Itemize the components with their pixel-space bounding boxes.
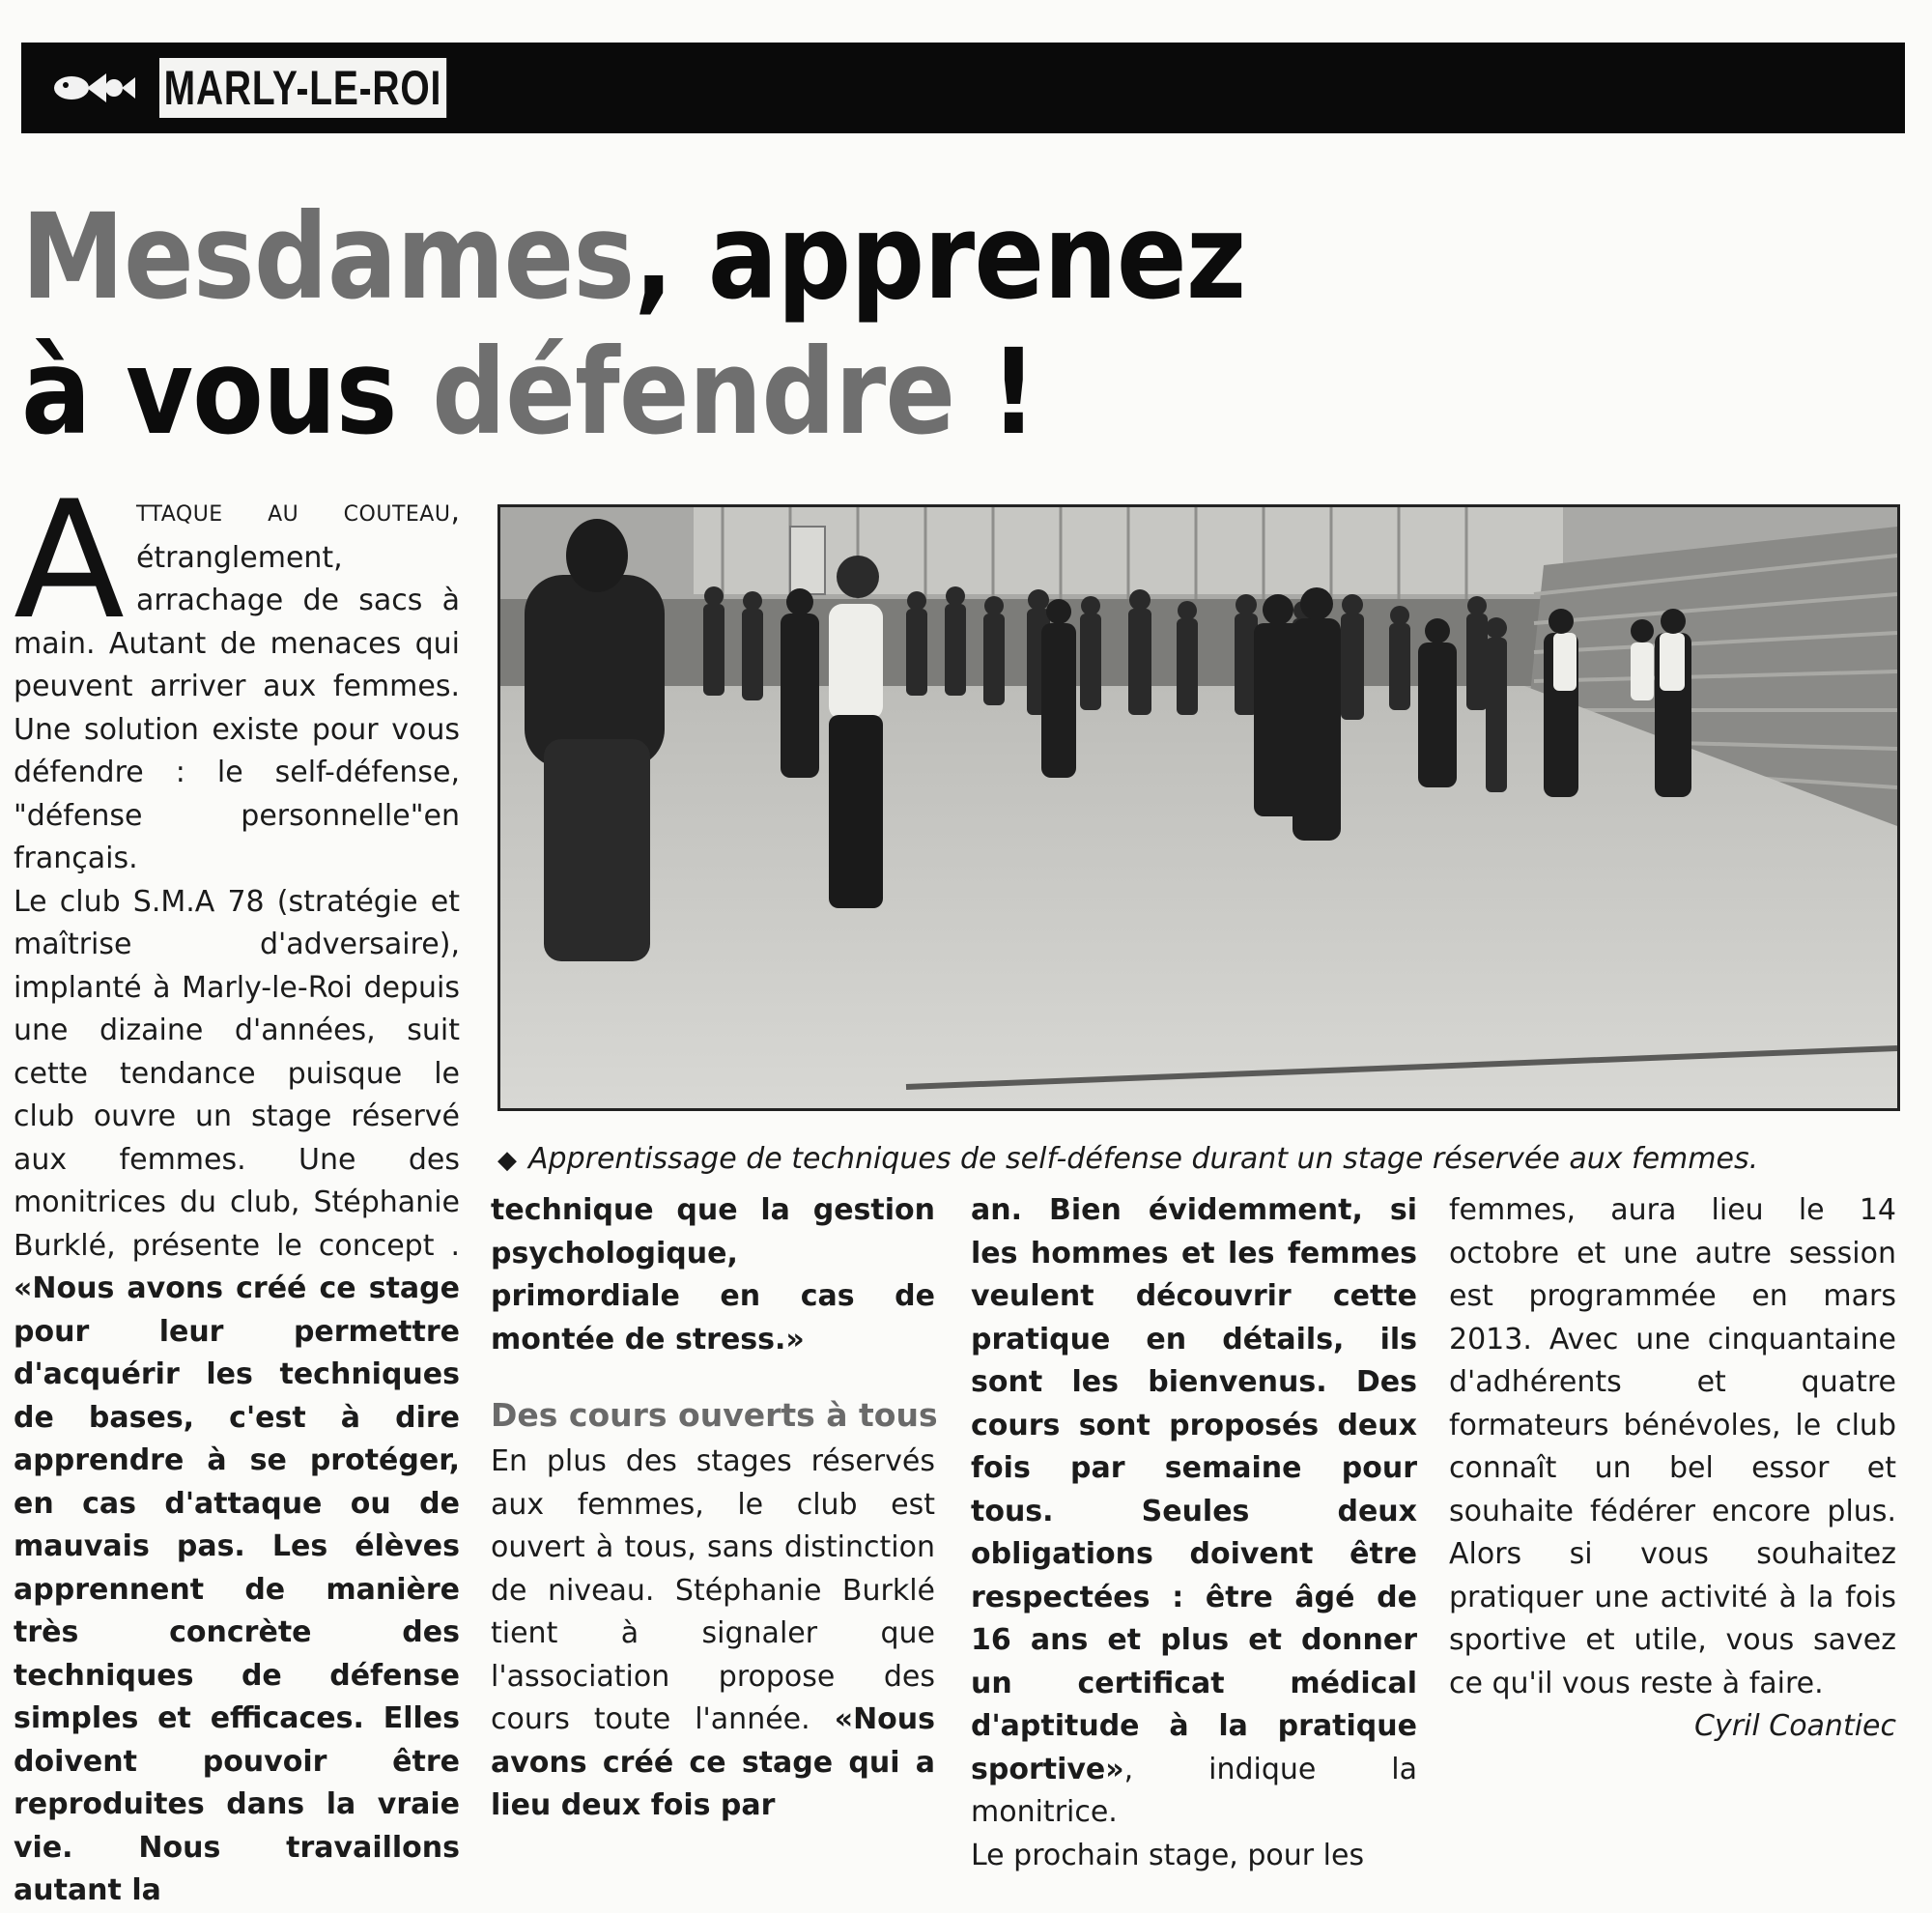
paragraph-quote-continued [491,1189,935,1361]
section-banner [21,43,1905,133]
title-word-apprenez: , apprenez [634,188,1246,326]
dropcap: A [14,466,125,655]
paragraph-club [14,881,460,1913]
quote-2-attribution: , indique la monitrice. [971,1752,1417,1829]
club-text: Le club S.M.A 78 (stratégie et maîtrise d'adversaire), implanté à Marly-le-Roi depuis une dizaine d'années, suit cette tendance puisque le club ouvre un stage réservé aux femmes. Une des monitrices du club, Stéphanie Burklé, présente le concept . [14,884,460,1263]
subheading: Des cours ouverts à tous [491,1396,938,1434]
article-column-1 [14,466,460,1913]
lead-smallcaps: TTAQUE AU COUTEAU [135,502,451,527]
intro-text: , étranglement, arrachage de sacs à main. Autant de menaces qui peuvent arriver aux femmes. Une solution existe pour vous défendre : le self-défense, "défense personnelle"en français. [14,495,460,875]
title-word-a-vous: à vous [21,324,433,461]
quote-2-start: «Nous avons créé ce stage qui a lieu deux fois par [491,1702,935,1822]
paragraph-quote-2 [971,1189,1417,1835]
title-exclamation: ! [954,324,1037,461]
fish-logo-icon [50,66,137,110]
article-photo [497,504,1900,1111]
paragraph-courses [491,1441,935,1828]
closing-text: femmes, aura lieu le 14 octobre et une autre session est programmée en mars 2013. Avec une cinquantaine d'adhérents et quatre formateurs bénévoles, le club connaît un bel essor et souhaite fédérer encore plus. Alors si vous souhaitez pratiquer une activité à la fois sportive et utile, vous savez ce qu'il vous reste à faire. [1449,1193,1896,1700]
courses-text: En plus des stages réservés aux femmes, le club est ouvert à tous, sans distinction de niveau. Stéphanie Burklé tient à signaler que l'association propose des cours toute l'année. [491,1444,935,1736]
section-label: MARLY-LE-ROI [159,58,446,118]
caption-text: Apprentissage de techniques de self-défense durant un stage réservée aux femmes. [528,1142,1759,1176]
self-defense-class-photo [500,507,1897,1108]
article-column-4 [1449,1189,1896,1749]
paragraph-next-stage: Le prochain stage, pour les [971,1838,1365,1872]
article-column-2 [491,1189,938,1828]
quote-2-text: an. Bien évidemment, si les hommes et les femmes veulent découvrir cette pratique en détails, ils sont les bienvenus. Des cours sont proposés deux fois par semaine pour tous. Seules deux obligations doivent être respectées : être âgé de 16 ans et plus et donner un certificat médical d'aptitude à la pratique sportive» [971,1193,1417,1786]
title-word-defendre: défendre [432,324,955,461]
title-word-mesdames: Mesdames [21,188,635,326]
photo-caption [497,1136,1900,1183]
author-signature: Cyril Coantiec [1694,1709,1896,1743]
quote-continued-text: technique que la gestion psychologique, primordiale en cas de montée de stress.» [491,1193,935,1356]
paragraph-closing [1449,1189,1896,1743]
caption-diamond-icon: ◆ [497,1146,517,1175]
article-column-3 [971,1189,1417,1877]
page-title [21,189,1245,460]
quote-text: «Nous avons créé ce stage pour leur permettre d'acquérir les techniques de bases, c'est à dire apprendre à se protéger, en cas d'attaque ou de mauvais pas. Les élèves apprennent de manière très concrète des techniques de défense simples et efficaces. Elles doivent pouvoir être reproduites dans la vraie vie. Nous travaillons autant la [14,1271,460,1907]
